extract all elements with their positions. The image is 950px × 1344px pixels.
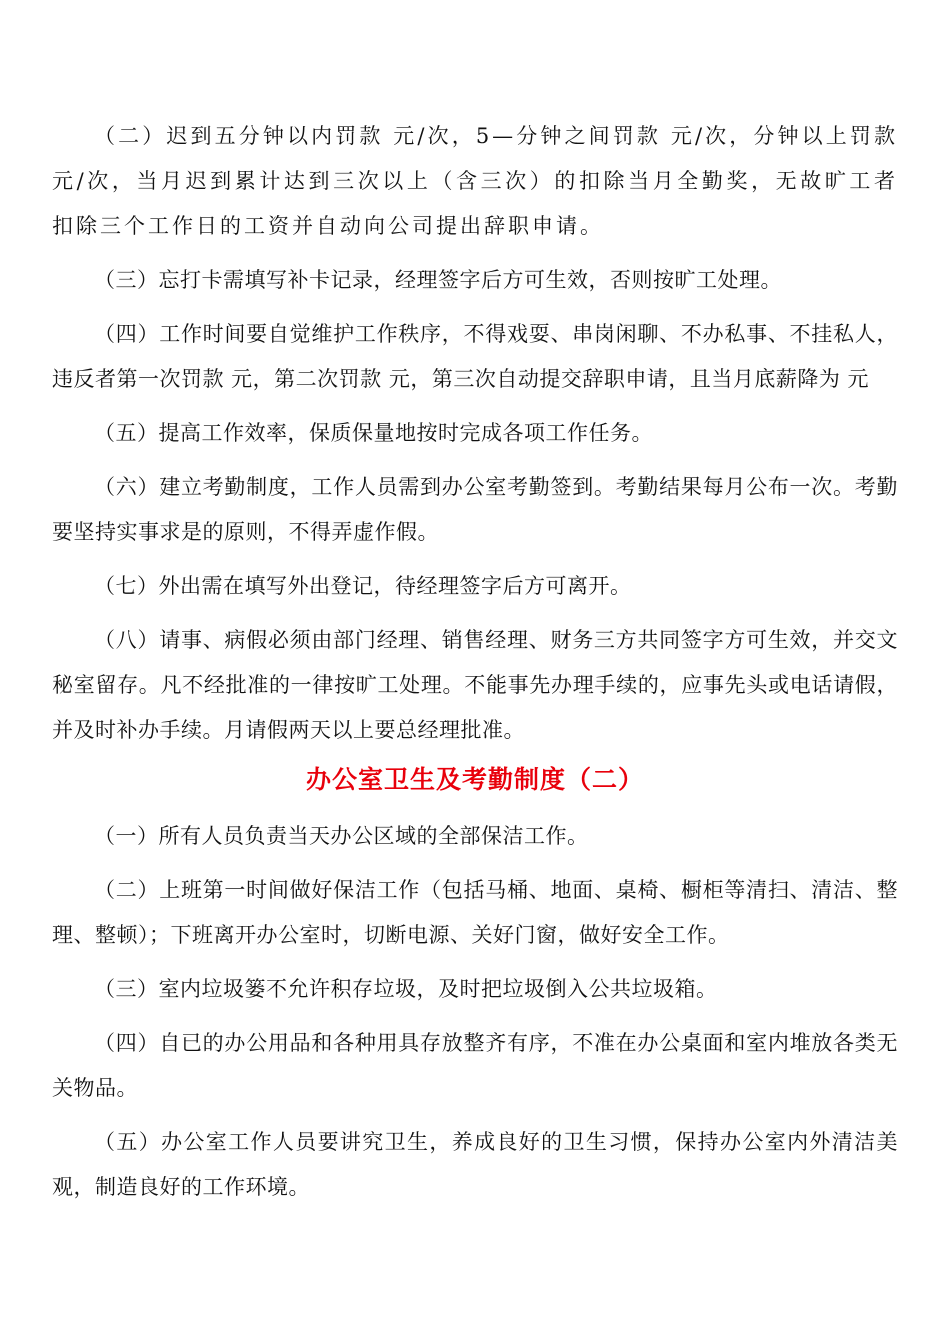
- paragraph-trash: （三）室内垃圾篓不允许积存垃圾，及时把垃圾倒入公共垃圾箱。: [94, 977, 718, 1001]
- document-body: [52, 114, 898, 1219]
- paragraph-leave-approval: （八）请事、病假必须由部门经理、销售经理、财务三方共同签字方可生效，并交文秘室留存。凡不经批准的一律按旷工处理。不能事先办理手续的，应事先头或电话请假，并及时补办手续。月请假两天以上要总经理批准。: [52, 628, 898, 742]
- paragraph-work-order: （四）工作时间要自觉维护工作秩序，不得戏耍、串岗闲聊、不办私事、不挂私人，违反者第一次罚款 元，第二次罚款 元，第三次自动提交辞职申请，且当月底薪降为 元: [52, 322, 898, 391]
- paragraph-going-out: （七）外出需在填写外出登记，待经理签字后方可离开。: [94, 574, 632, 598]
- paragraph-attendance-system: （六）建立考勤制度，工作人员需到办公室考勤签到。考勤结果每月公布一次。考勤要坚持实事求是的原则，不得弄虚作假。: [52, 475, 898, 544]
- paragraph-daily-cleaning: （一）所有人员负责当天办公区域的全部保洁工作。: [94, 824, 589, 848]
- paragraph-hygiene-habits: （五）办公室工作人员要讲究卫生，养成良好的卫生习惯，保持办公室内外清洁美观，制造良好的工作环境。: [52, 1130, 898, 1199]
- paragraph-missed-clock-in: （三）忘打卡需填写补卡记录，经理签字后方可生效，否则按旷工处理。: [94, 268, 782, 292]
- paragraph-late-penalty: （二）迟到五分钟以内罚款 元/次，5—分钟之间罚款 元/次，分钟以上罚款 元/次，当月迟到累计达到三次以上（含三次）的扣除当月全勤奖，无故旷工者扣除三个工作日的工资并自动向公司提出辞职申请。: [52, 124, 898, 238]
- paragraph-morning-cleaning: （二）上班第一时间做好保洁工作（包括马桶、地面、桌椅、橱柜等清扫、清洁、整理、整顿）；下班离开办公室时，切断电源、关好门窗，做好安全工作。: [52, 878, 898, 947]
- paragraph-office-supplies: （四）自已的办公用品和各种用具存放整齐有序，不准在办公桌面和室内堆放各类无关物品。: [52, 1031, 898, 1100]
- paragraph-work-efficiency: （五）提高工作效率，保质保量地按时完成各项工作任务。: [94, 421, 653, 445]
- section-title: 办公室卫生及考勤制度（二）: [305, 765, 644, 794]
